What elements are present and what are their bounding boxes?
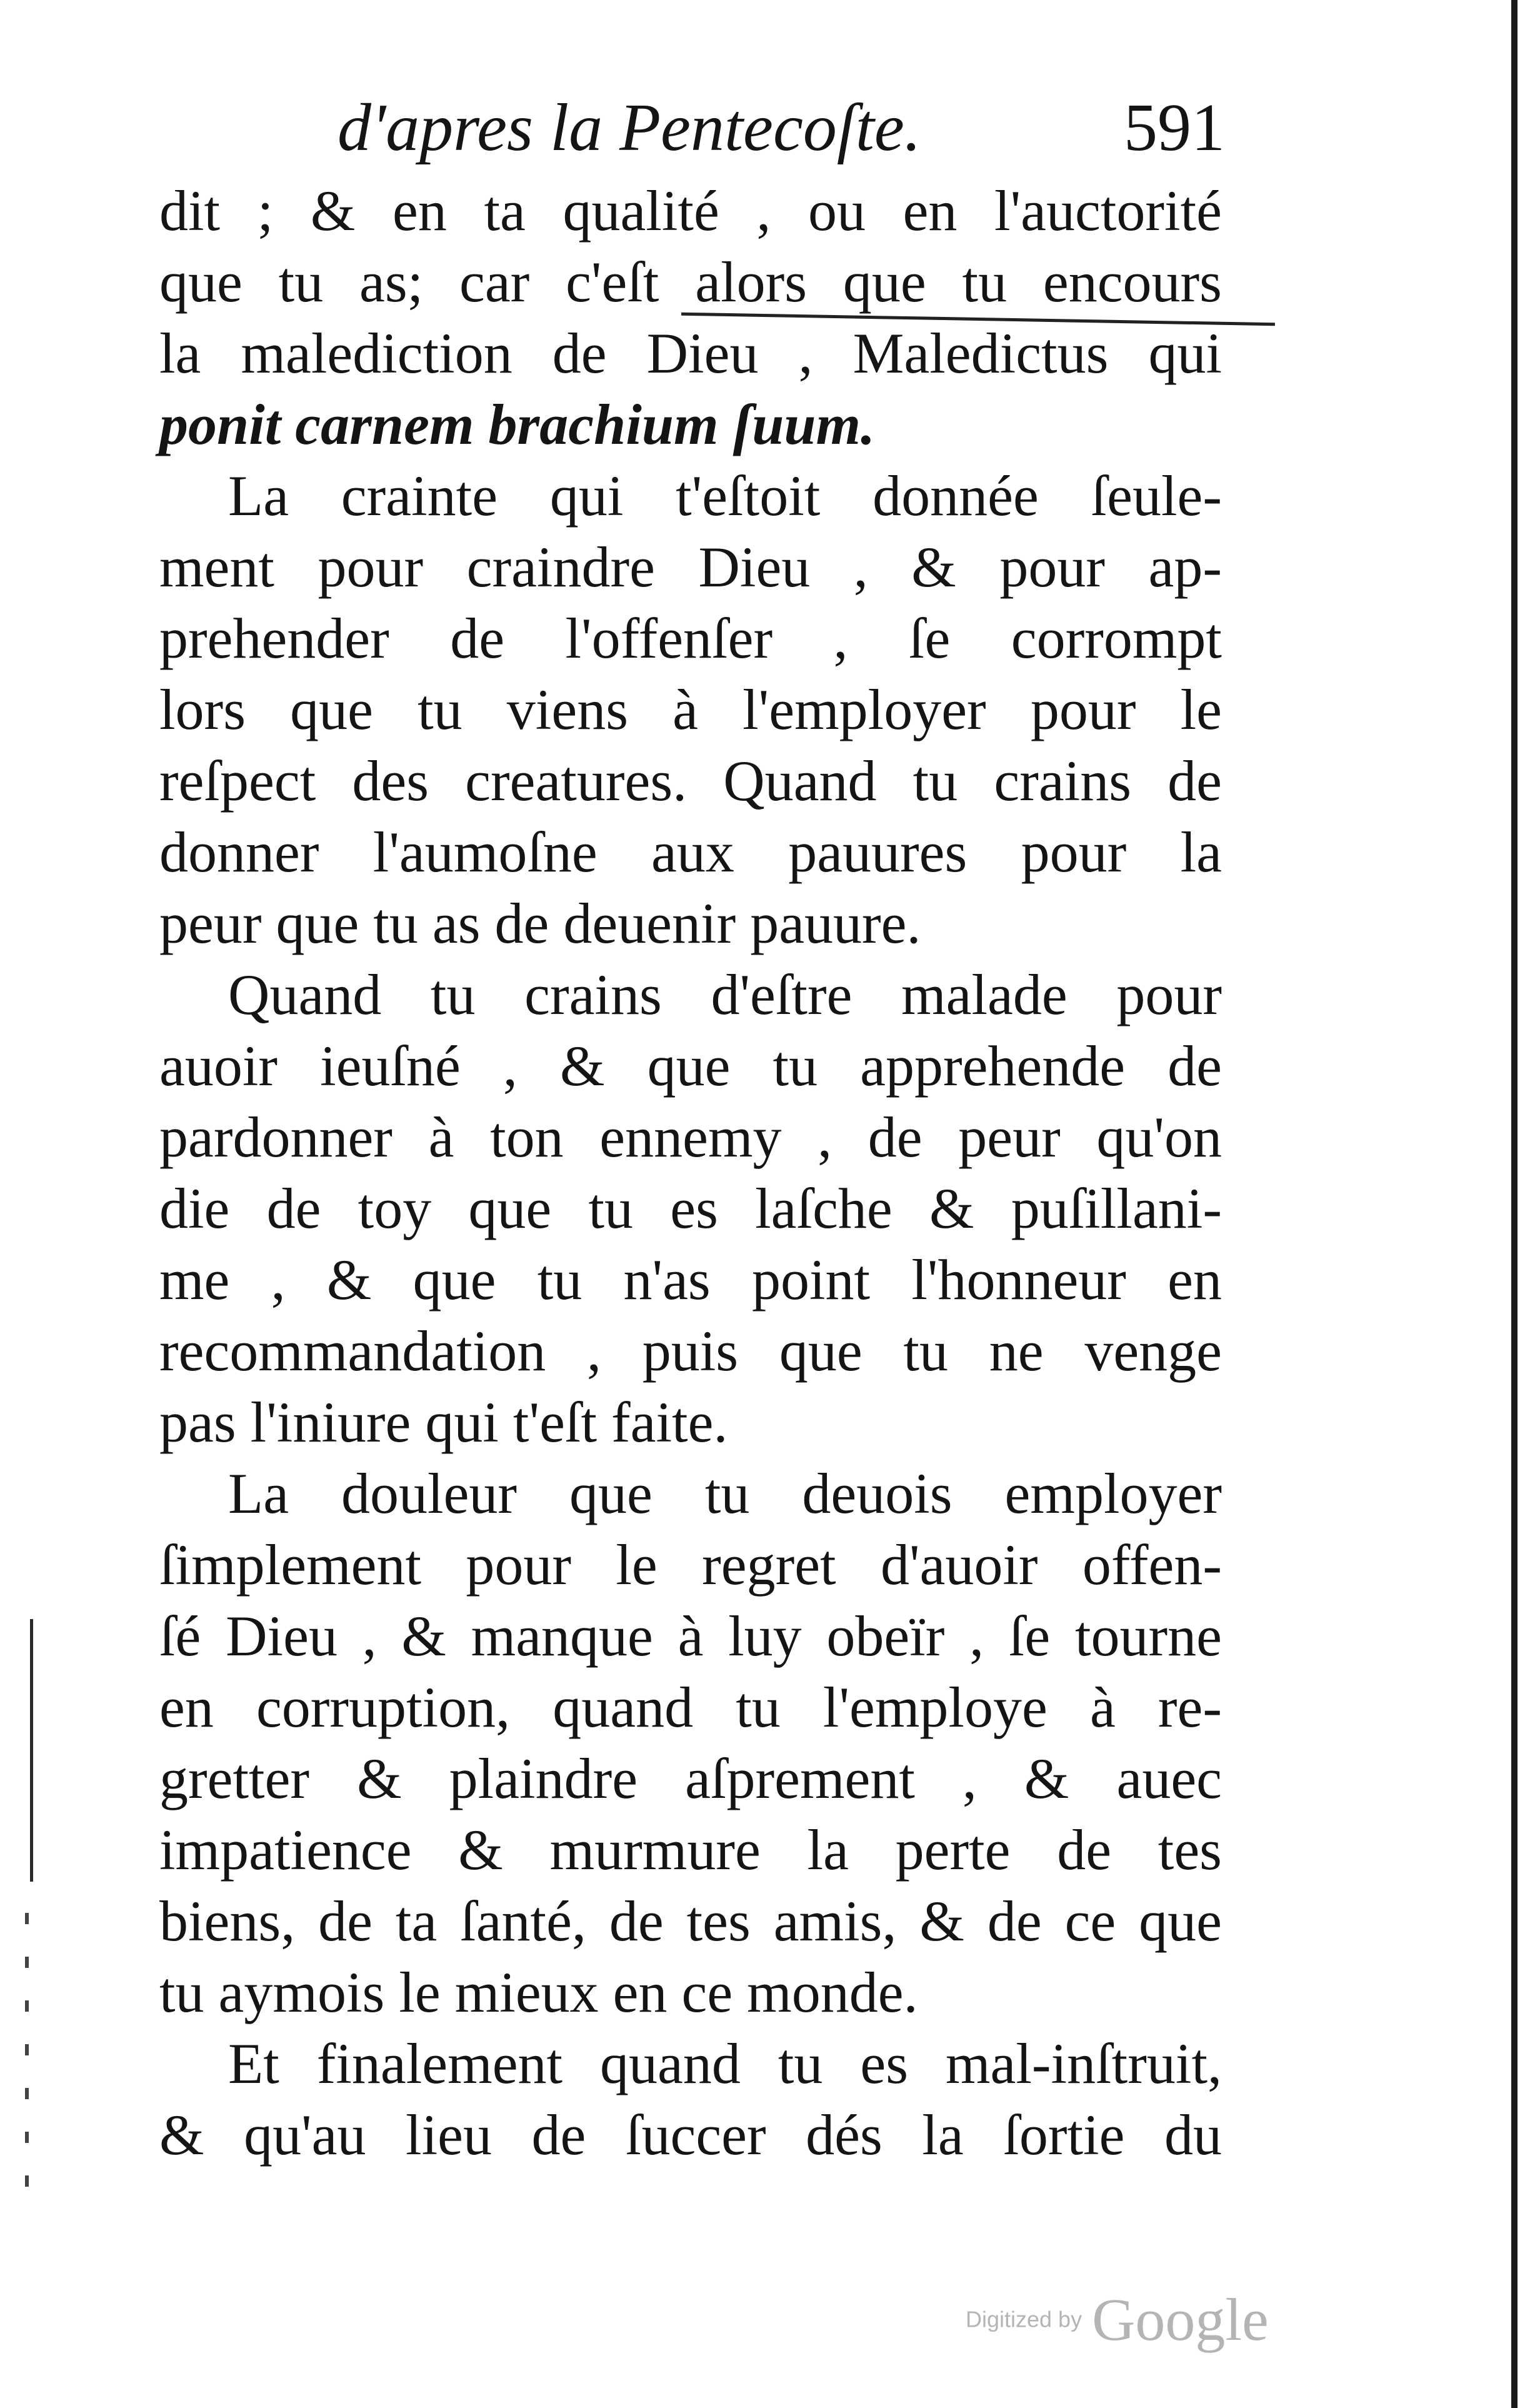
text-line: lors que tu viens à l'employer pour le bbox=[159, 678, 1222, 741]
text-line: prehender de l'offenſer , ſe corrompt bbox=[159, 606, 1222, 670]
text-line: en corruption, quand tu l'employe à re- bbox=[159, 1675, 1222, 1739]
text-line: gretter & plaindre aſprement , & auec bbox=[159, 1747, 1222, 1810]
text-line: Quand tu crains d'eſtre malade pour bbox=[228, 963, 1222, 1026]
text-line: ponit carnem brachium ſuum. bbox=[159, 393, 876, 456]
text-line: auoir ieuſné , & que tu apprehende de bbox=[159, 1034, 1222, 1098]
watermark-digitized-by: Digitized by bbox=[966, 2306, 1082, 2332]
text-line: dit ; & en ta qualité , ou en l'auctorité bbox=[159, 179, 1222, 243]
text-line: pas l'iniure qui t'eſt faite. bbox=[159, 1390, 728, 1454]
text-line: peur que tu as de deuenir pauure. bbox=[159, 891, 921, 955]
google-watermark bbox=[966, 2285, 1269, 2360]
text-line: la malediction de Dieu , Maledictus qui bbox=[159, 321, 1222, 385]
margin-mark bbox=[30, 1619, 33, 1882]
running-title: d'apres la Pentecoſte. bbox=[338, 91, 921, 165]
text-line: que tu as; car c'eſt alors que tu encours bbox=[159, 250, 1222, 314]
text-line: pardonner à ton ennemy , de peur qu'on bbox=[159, 1105, 1222, 1169]
text-line: La douleur que tu deuois employer bbox=[228, 1462, 1222, 1525]
text-line: donner l'aumoſne aux pauures pour la bbox=[159, 820, 1222, 884]
text-line: recommandation , puis que tu ne venge bbox=[159, 1319, 1222, 1383]
page-header bbox=[338, 81, 1225, 175]
body-text bbox=[159, 175, 1222, 2170]
text-line: me , & que tu n'as point l'honneur en bbox=[159, 1248, 1222, 1312]
text-line: La crainte qui t'eſtoit donnée ſeule- bbox=[228, 464, 1222, 528]
watermark-google-logo: Google bbox=[1092, 2286, 1269, 2353]
text-line: Et finalement quand tu es mal-inſtruit, bbox=[228, 2032, 1222, 2095]
text-line: ment pour craindre Dieu , & pour ap- bbox=[159, 535, 1222, 599]
text-line: ſé Dieu , & manque à luy obeïr , ſe tourne bbox=[159, 1604, 1222, 1668]
margin-dots bbox=[25, 1913, 29, 2188]
text-line: tu aymois le mieux en ce monde. bbox=[159, 1960, 918, 2024]
text-line: impatience & murmure la perte de tes bbox=[159, 1818, 1222, 1882]
page-edge-line bbox=[1511, 0, 1518, 2408]
text-line: biens, de ta ſanté, de tes amis, & de ce que bbox=[159, 1889, 1222, 1953]
text-line: ſimplement pour le regret d'auoir offen- bbox=[159, 1533, 1222, 1597]
page-number: 591 bbox=[1124, 91, 1225, 165]
text-line: reſpect des creatures. Quand tu crains de bbox=[159, 749, 1222, 813]
text-line: die de toy que tu es laſche & puſillani- bbox=[159, 1176, 1222, 1240]
text-line: & qu'au lieu de ſuccer dés la ſortie du bbox=[159, 2103, 1222, 2167]
